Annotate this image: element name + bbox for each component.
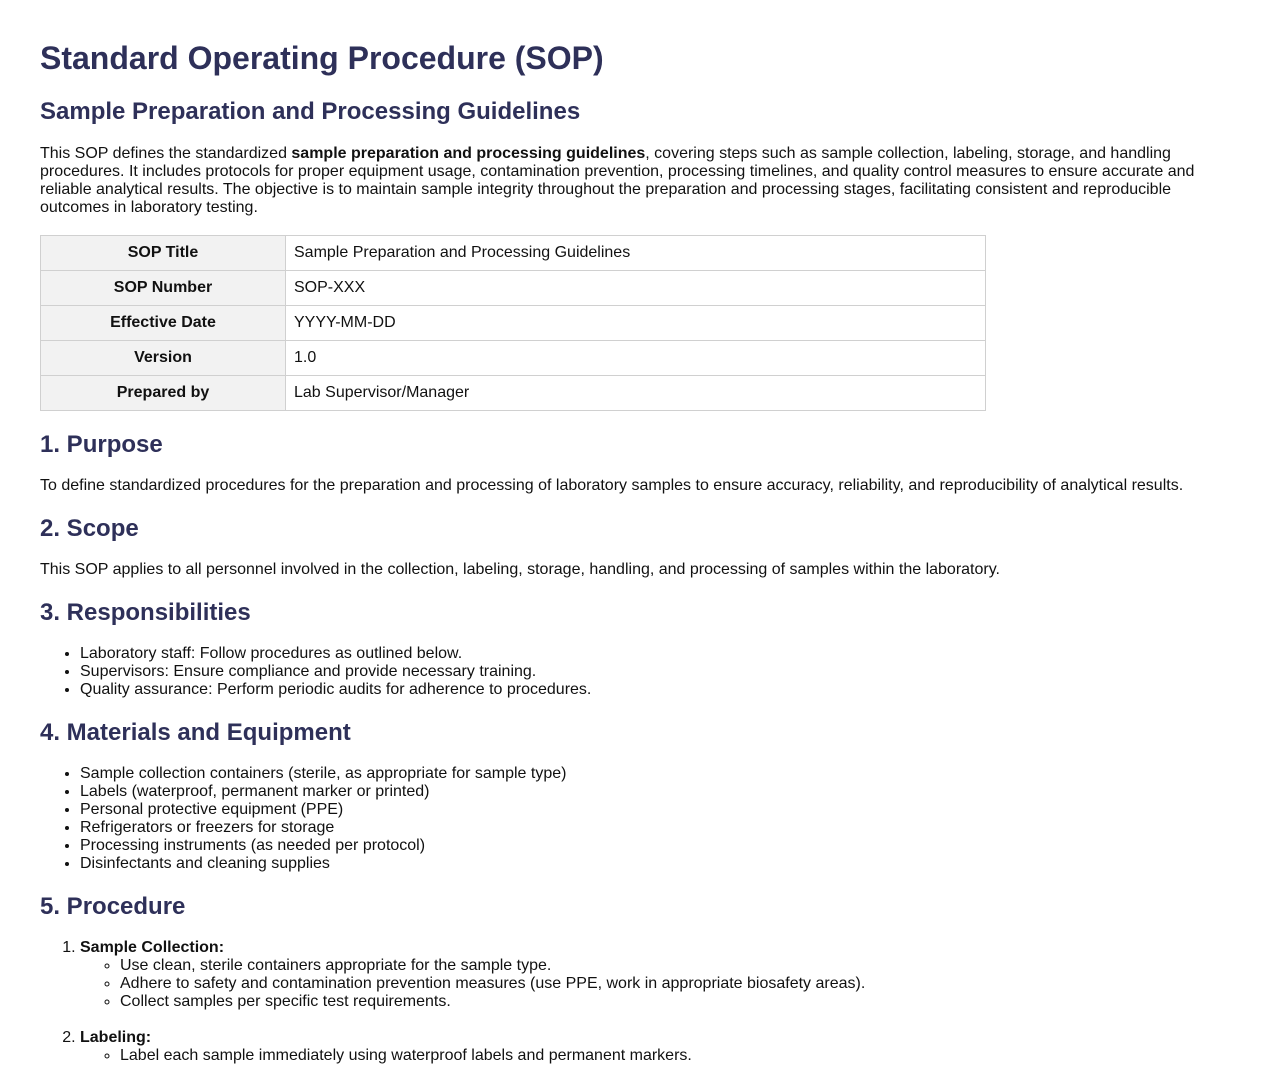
list-item: • Laboratory staff: Follow procedures as outlined below. bbox=[80, 645, 1223, 663]
step-substeps bbox=[80, 1047, 1223, 1065]
responsibilities-heading: 3. Responsibilities bbox=[40, 599, 251, 626]
scope-text: This SOP applies to all personnel involved in the collection, labeling, storage, handling, and processing of samples within the laboratory. bbox=[40, 561, 1000, 578]
procedure-step bbox=[80, 1029, 1223, 1065]
purpose-heading: 1. Purpose bbox=[40, 431, 163, 458]
table-row bbox=[41, 376, 986, 411]
materials-list bbox=[40, 765, 1223, 873]
intro-text-end: , covering steps such as sample collection, labeling, storage, and handling procedures. It includes protocols for proper equipment usage, contamination prevention, processing timelines, and quality control measures to ensure accurate and reliable analytical results. The objective is to maintain sample integrity throughout the preparation and processing stages, facilitating consistent and reproducible outcomes in laboratory testing. bbox=[40, 145, 1195, 216]
list-item: ◦ Adhere to safety and contamination prevention measures (use PPE, work in appropriate biosafety areas). bbox=[120, 975, 1223, 993]
step-title: Sample Collection: bbox=[80, 939, 225, 956]
list-item: • Refrigerators or freezers for storage bbox=[80, 819, 1223, 837]
list-item: • Personal protective equipment (PPE) bbox=[80, 801, 1223, 819]
scope-heading: 2. Scope bbox=[40, 515, 139, 542]
intro-paragraph bbox=[40, 145, 1223, 217]
list-item: ◦ Use clean, sterile containers appropriate for the sample type. bbox=[120, 957, 1223, 975]
table-row bbox=[41, 341, 986, 376]
sop-metadata-table bbox=[40, 235, 986, 411]
list-item: • Supervisors: Ensure compliance and provide necessary training. bbox=[80, 663, 1223, 681]
table-row bbox=[41, 271, 986, 306]
list-item: • Processing instruments (as needed per protocol) bbox=[80, 837, 1223, 855]
meta-value: Sample Preparation and Processing Guidelines bbox=[286, 236, 986, 271]
meta-key: Version bbox=[41, 341, 286, 376]
meta-key: Prepared by bbox=[41, 376, 286, 411]
meta-key: SOP Number bbox=[41, 271, 286, 306]
meta-value: Lab Supervisor/Manager bbox=[286, 376, 986, 411]
meta-value: 1.0 bbox=[286, 341, 986, 376]
meta-value: YYYY-MM-DD bbox=[286, 306, 986, 341]
list-item: • Labels (waterproof, permanent marker or printed) bbox=[80, 783, 1223, 801]
sop-document bbox=[40, 40, 1223, 1083]
list-item: • Disinfectants and cleaning supplies bbox=[80, 855, 1223, 873]
table-row bbox=[41, 306, 986, 341]
meta-key: Effective Date bbox=[41, 306, 286, 341]
step-title: Labeling: bbox=[80, 1029, 152, 1046]
step-substeps bbox=[80, 957, 1223, 1011]
intro-text-start: This SOP defines the standardized bbox=[40, 145, 292, 162]
page-subtitle: Sample Preparation and Processing Guidelines bbox=[40, 98, 581, 125]
table-row bbox=[41, 236, 986, 271]
procedure-steps bbox=[40, 939, 1223, 1065]
list-item: • Sample collection containers (sterile, as appropriate for sample type) bbox=[80, 765, 1223, 783]
purpose-text: To define standardized procedures for the preparation and processing of laboratory samples to ensure accuracy, reliability, and reproducibility of analytical results. bbox=[40, 477, 1184, 494]
meta-key: SOP Title bbox=[41, 236, 286, 271]
procedure-step bbox=[80, 939, 1223, 1011]
procedure-heading: 5. Procedure bbox=[40, 893, 186, 920]
materials-heading: 4. Materials and Equipment bbox=[40, 719, 351, 746]
list-item: ◦ Label each sample immediately using waterproof labels and permanent markers. bbox=[120, 1047, 1223, 1065]
responsibilities-list bbox=[40, 645, 1223, 699]
list-item: ◦ Collect samples per specific test requirements. bbox=[120, 993, 1223, 1011]
intro-text-bold: sample preparation and processing guidelines bbox=[291, 145, 646, 162]
meta-value: SOP-XXX bbox=[286, 271, 986, 306]
list-item: • Quality assurance: Perform periodic audits for adherence to procedures. bbox=[80, 681, 1223, 699]
page-title: Standard Operating Procedure (SOP) bbox=[40, 40, 604, 76]
